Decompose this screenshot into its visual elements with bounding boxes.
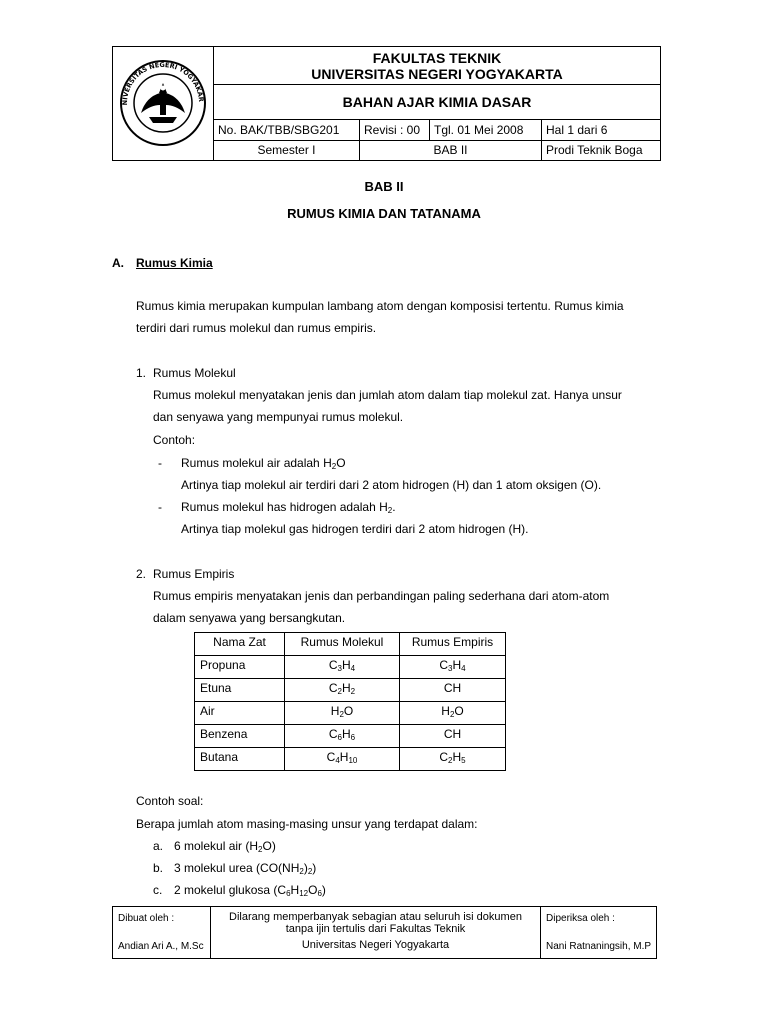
exercise-b: 3 molekul urea $(CO(NH_2)_2)$ (174, 861, 317, 876)
table-row (195, 748, 506, 771)
bullet-dash-1: - (158, 456, 162, 470)
logo-ring-text: NIVERSITAS NEGERI YOGYAKAR (120, 60, 206, 106)
table-header: Rumus Empiris (400, 633, 506, 656)
faculty-name: FAKULTAS TEKNIK (372, 50, 502, 66)
university-logo (113, 47, 213, 159)
exercise-label: Contoh soal: (136, 794, 204, 808)
exercise-c: 2 mokelul glukosa $(C_6H_{12}O_6)$ (174, 883, 326, 898)
page-number: Hal 1 dari 6 (541, 120, 660, 140)
sub1-desc-2: dan senyawa yang mempunyai rumus molekul. (153, 410, 404, 424)
checked-by-label: Diperiksa oleh : (546, 913, 615, 924)
table-header-row (195, 633, 506, 656)
sub2-desc-2: dalam senyawa yang bersangkutan. (153, 611, 346, 625)
checked-by-name: Nani Ratnaningsih, M.P (546, 941, 652, 952)
table-header: Nama Zat (195, 633, 285, 656)
empirical-formula: $C_3H_4$ (400, 656, 506, 679)
table-header: Rumus Molekul (285, 633, 400, 656)
semester: Semester I (257, 143, 316, 157)
logo-cell (113, 47, 214, 160)
chapter-cell: BAB II (359, 141, 541, 160)
document-header (112, 46, 661, 161)
exercise-a-marker: a. (153, 839, 164, 853)
molecular-formula: $C_3H_4$ (285, 656, 400, 679)
substance-name: Benzena (195, 725, 285, 748)
made-by-label: Dibuat oleh : (118, 913, 175, 924)
empirical-formula: CH (400, 725, 506, 748)
table-row (195, 656, 506, 679)
substance-name: Propuna (195, 656, 285, 679)
section-a-title: Rumus Kimia (136, 256, 213, 270)
header-title-cell (214, 47, 660, 85)
sub1-marker: 1. (136, 366, 147, 380)
notice-line-2: tanpa ijin tertulis dari Fakultas Teknik (285, 923, 466, 935)
sub1-example-label: Contoh: (153, 433, 196, 447)
university-name: UNIVERSITAS NEGERI YOGYAKARTA (311, 66, 563, 82)
substance-name: Butana (195, 748, 285, 771)
formula-table (194, 632, 506, 771)
made-by-name: Andian Ari A., M.Sc (118, 941, 204, 952)
substance-name: Etuna (195, 679, 285, 702)
exercise-question: Berapa jumlah atom masing-masing unsur yang terdapat dalam: (136, 817, 478, 831)
intro-text-1: Rumus kimia merupakan kumpulan lambang atom dengan komposisi tertentu. Rumus kimia (136, 299, 624, 313)
molecular-formula: $C_6H_6$ (285, 725, 400, 748)
section-a-marker: A. (112, 256, 124, 270)
molecular-formula: $C_2H_2$ (285, 679, 400, 702)
footer-reviewer-cell (541, 907, 656, 958)
molecular-formula: $C_4H_{10}$ (285, 748, 400, 771)
empirical-formula: $C_2H_5$ (400, 748, 506, 771)
doc-date: Tgl. 01 Mei 2008 (429, 120, 541, 140)
example-2-explain: Artinya tiap molekul gas hidrogen terdiri dari 2 atom hidrogen (H). (181, 522, 529, 536)
exercise-a: 6 molekul air $(H_2O)$ (174, 839, 276, 854)
table-row (195, 725, 506, 748)
molecular-formula: $H_2O$ (285, 702, 400, 725)
intro-line-2: terdiri dari rumus molekul dan rumus empiris. (136, 321, 377, 335)
example-1-explain: Artinya tiap molekul air terdiri dari 2 atom hidrogen (H) dan 1 atom oksigen (O). (181, 478, 602, 492)
example-1: Rumus molekul air adalah $H_2O$ (181, 456, 346, 471)
program: Prodi Teknik Boga (541, 141, 660, 160)
sub1-title: Rumus Molekul (153, 366, 236, 380)
example-2: Rumus molekul has hidrogen adalah $H_2$. (181, 500, 396, 515)
substance-name: Air (195, 702, 285, 725)
intro-line-1 (136, 299, 657, 313)
chapter-number: BAB II (364, 179, 404, 194)
empirical-formula: CH (400, 679, 506, 702)
table-row (195, 702, 506, 725)
table-row (195, 679, 506, 702)
document-footer (112, 906, 657, 959)
bullet-dash-2: - (158, 500, 162, 514)
notice-line-3: Universitas Negeri Yogyakarta (301, 939, 450, 951)
exercise-c-marker: c. (153, 883, 163, 897)
sub2-title: Rumus Empiris (153, 567, 235, 581)
footer-author-cell (113, 907, 211, 958)
exercise-b-marker: b. (153, 861, 164, 875)
notice-line-1: Dilarang memperbanyak sebagian atau seluruh isi dokumen (229, 911, 522, 923)
header-info-row (214, 141, 660, 160)
sub2-desc-1: Rumus empiris menyatakan jenis dan perbandingan paling sederhana dari atom-atom (153, 589, 610, 603)
sub2-marker: 2. (136, 567, 147, 581)
header-meta-row (214, 120, 660, 141)
revision: Revisi : 00 (359, 120, 429, 140)
sub1-desc-1: Rumus molekul menyatakan jenis dan jumlah atom dalam tiap molekul zat. Hanya unsur (153, 388, 622, 402)
chapter-title: RUMUS KIMIA DAN TATANAMA (287, 206, 481, 221)
document-title: BAHAN AJAR KIMIA DASAR (214, 85, 660, 120)
empirical-formula: $H_2O$ (400, 702, 506, 725)
doc-number: No. BAK/TBB/SBG201 (218, 123, 340, 137)
footer-notice-cell (211, 907, 541, 958)
